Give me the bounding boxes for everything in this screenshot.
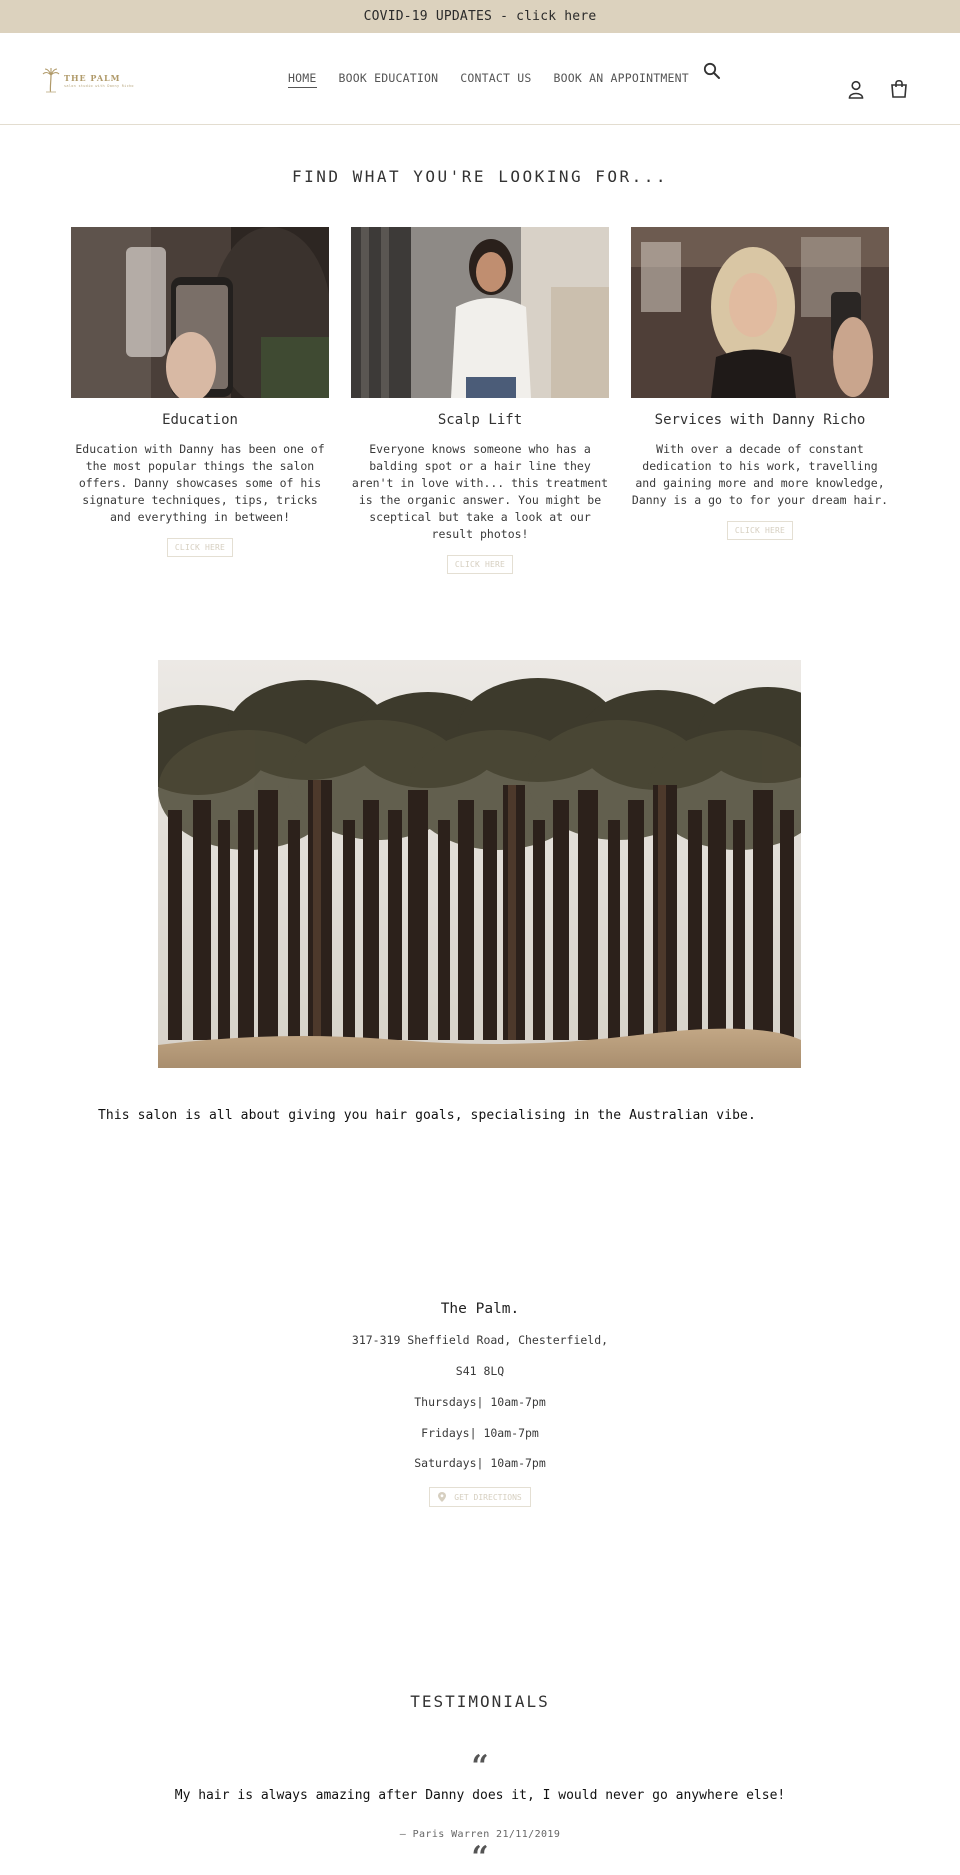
palm-tree-icon bbox=[42, 67, 60, 93]
feature-card-scalp-lift bbox=[351, 227, 609, 574]
logo-tagline: salon studio with Danny Richo bbox=[64, 83, 134, 88]
hours-thursday: Thursdays| 10am-7pm bbox=[414, 1395, 546, 1409]
hours-friday: Fridays| 10am-7pm bbox=[421, 1426, 539, 1440]
announcement-text[interactable]: COVID-19 UPDATES - click here bbox=[363, 9, 597, 24]
nav-home[interactable]: HOME bbox=[288, 71, 317, 88]
services-button[interactable]: CLICK HERE bbox=[727, 521, 793, 540]
testimonial-quote: My hair is always amazing after Danny does it, I would never go anywhere else! bbox=[174, 1788, 786, 1803]
education-title: Education bbox=[162, 412, 238, 428]
education-button[interactable]: CLICK HERE bbox=[167, 538, 233, 557]
logo[interactable] bbox=[42, 67, 134, 93]
nav-book-education[interactable]: BOOK EDUCATION bbox=[338, 71, 439, 85]
section-title: FIND WHAT YOU'RE LOOKING FOR... bbox=[291, 167, 669, 186]
scalp-lift-text: Everyone knows someone who has a balding spot or a hair line they aren't in love with... this treatment is the organic answer. You might be sceptical but take a look at our result photos! bbox=[351, 442, 609, 541]
address-line-1: 317-319 Sheffield Road, Chesterfield, bbox=[351, 1333, 609, 1347]
education-image bbox=[71, 227, 329, 398]
logo-name: THE PALM bbox=[64, 72, 121, 83]
hours-saturday: Saturdays| 10am-7pm bbox=[414, 1456, 546, 1470]
main-nav bbox=[288, 71, 689, 88]
testimonials-title: TESTIMONIALS bbox=[410, 1692, 550, 1711]
feature-card-education bbox=[71, 227, 329, 557]
testimonial-author: — Paris Warren 21/11/2019 bbox=[399, 1829, 561, 1840]
services-image bbox=[631, 227, 889, 398]
directions-wrap bbox=[0, 1487, 960, 1507]
map-pin-icon bbox=[438, 1492, 446, 1502]
nav-book-appointment[interactable]: BOOK AN APPOINTMENT bbox=[553, 71, 689, 85]
education-text: Education with Danny has been one of the most popular things the salon offers. Danny showcases some of his signature techniques, tips, tricks and everything in between! bbox=[75, 442, 325, 524]
store-name: The Palm. bbox=[440, 1301, 520, 1317]
quote-open-icon: “ bbox=[471, 1749, 489, 1784]
location-block bbox=[0, 1301, 960, 1317]
address-line-2: S41 8LQ bbox=[455, 1364, 505, 1378]
announcement-bar[interactable] bbox=[0, 0, 960, 33]
get-directions-label: GET DIRECTIONS bbox=[454, 1492, 522, 1502]
account-icon[interactable] bbox=[848, 80, 864, 103]
search-icon[interactable] bbox=[703, 62, 721, 84]
site-header bbox=[0, 33, 960, 125]
scalp-lift-button[interactable]: CLICK HERE bbox=[447, 555, 513, 574]
services-text: With over a decade of constant dedication to his work, travelling and gaining more and more knowledge, Danny is a go to for your dream hair. bbox=[631, 442, 889, 507]
cart-icon[interactable] bbox=[890, 79, 908, 102]
palm-trees-image bbox=[158, 660, 801, 1068]
quote-next-icon: “ bbox=[471, 1840, 489, 1875]
nav-contact-us[interactable]: CONTACT US bbox=[460, 71, 532, 85]
salon-tagline: This salon is all about giving you hair goals, specialising in the Australian vibe. bbox=[98, 1108, 756, 1123]
services-title: Services with Danny Richo bbox=[654, 412, 866, 428]
scalp-lift-title: Scalp Lift bbox=[437, 412, 523, 428]
scalp-lift-image bbox=[351, 227, 609, 398]
get-directions-button[interactable] bbox=[429, 1487, 530, 1507]
feature-card-services bbox=[631, 227, 889, 540]
